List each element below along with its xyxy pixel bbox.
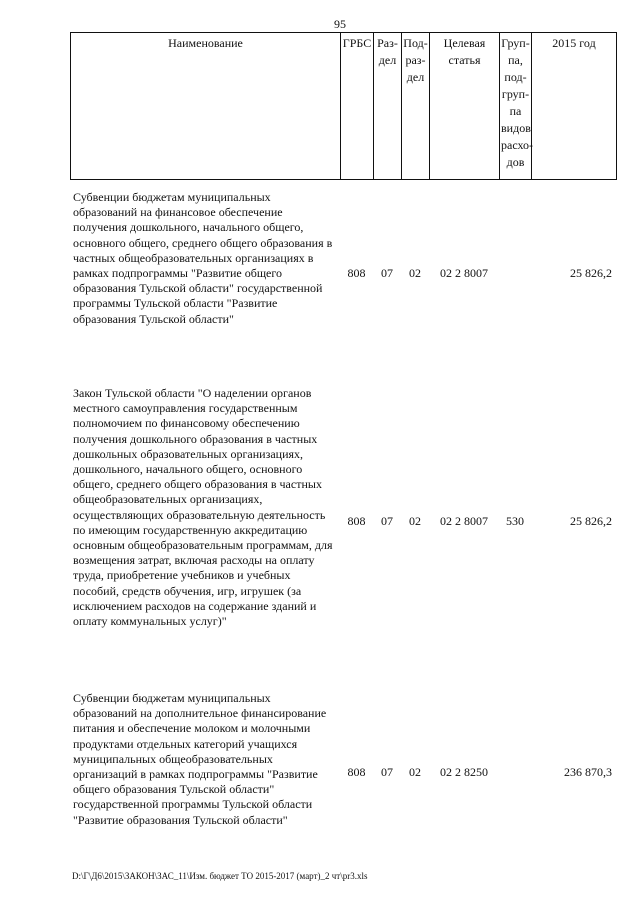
row-podrazdel: 02: [409, 765, 421, 779]
row-group: 530: [506, 514, 524, 528]
column-header-year: 2015 год: [532, 33, 617, 180]
column-header-podrazdel: Под-раз-дел: [402, 33, 430, 180]
row-grbs: 808: [347, 765, 366, 779]
row-sum: 25 826,2: [570, 514, 612, 528]
column-header-group: Груп-па, под-груп-па видов расхо-дов: [500, 33, 532, 180]
row-grbs: 808: [347, 266, 366, 280]
row-name: Закон Тульской области "О наделении органов местного самоуправления государственным полномочием по финансовому обеспечению получения дошкольного образования в частных дошкольных образовательных организациях, дошкольного, начального общего, основного общего, среднего общего образования в частных общеобразовательных организациях, осуществляющих образовательную деятельность по имеющим государственную аккредитацию основным общеобразовательным программам, для возмещения затрат, включая расходы на оплату труда, приобретение учебников и учебных пособий, средств обучения, игр, игрушек (за исключением расходов на содержание зданий и оплату коммунальных услуг)": [73, 386, 333, 629]
row-name: Субвенции бюджетам муниципальных образований на дополнительное финансирование питания и обеспечение молоком и молочными продуктами отдельных категорий учащихся муниципальных общеобразовательных организаций в рамках подпрограммы "Развитие общего образования Тульской области" государственной программы Тульской области "Развитие образования Тульской области": [73, 691, 327, 827]
row-podrazdel: 02: [409, 266, 421, 280]
footer-file-path: D:\Г\Д6\2015\ЗАКОН\ЗАС_11\Изм. бюджет ТО 2015-2017 (март)_2 чт\pr3.xls: [72, 871, 368, 881]
row-razdel: 07: [381, 765, 393, 779]
row-sum: 236 870,3: [564, 765, 612, 779]
column-header-grbs: ГРБС: [341, 33, 374, 180]
row-target: 02 2 8007: [440, 266, 488, 280]
column-header-target: Целевая статья: [430, 33, 500, 180]
row-podrazdel: 02: [409, 514, 421, 528]
budget-table-header: [70, 32, 617, 180]
row-target: 02 2 8007: [440, 514, 488, 528]
row-name: Субвенции бюджетам муниципальных образований на финансовое обеспечение получения дошкольного, начального общего, основного общего, среднего общего образования в частных общеобразовательных организациях в рамках подпрограммы "Развитие общего образования Тульской области" государственной программы Тульской области "Развитие образования Тульской области": [73, 190, 333, 326]
column-header-razdel: Раз-дел: [374, 33, 402, 180]
page-number: 95: [334, 17, 346, 31]
column-header-name: Наименование: [71, 33, 341, 180]
row-razdel: 07: [381, 266, 393, 280]
row-razdel: 07: [381, 514, 393, 528]
row-grbs: 808: [347, 514, 366, 528]
row-sum: 25 826,2: [570, 266, 612, 280]
row-target: 02 2 8250: [440, 765, 488, 779]
